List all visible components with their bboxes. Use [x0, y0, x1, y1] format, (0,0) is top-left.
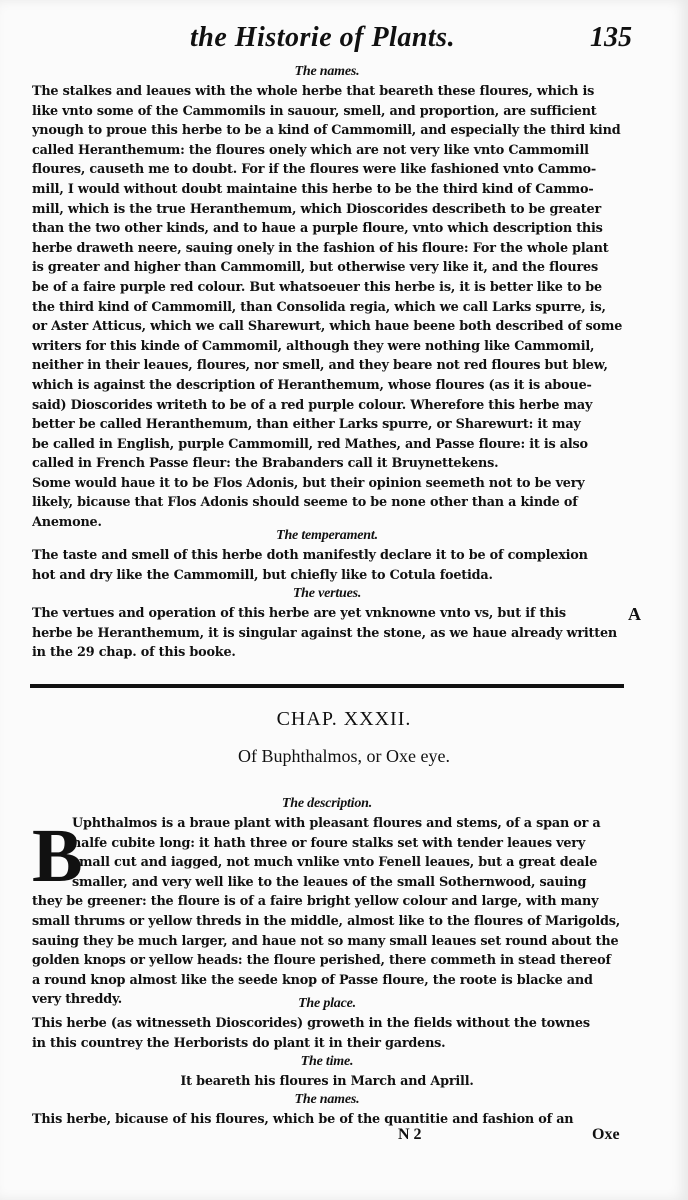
text-line: herbe be Heranthemum, it is singular against the stone, as we haue already written: [32, 625, 618, 641]
text-line: better be called Heranthemum, than either Larks spurre, or Sharewurt: it may: [32, 417, 581, 433]
chapter-title: CHAP. XXXII.: [276, 708, 412, 730]
text-line: which is against the description of Heranthemum, whose floures (as it is aboue-: [32, 377, 592, 393]
text-line: be called in English, purple Cammomill, red Mathes, and Passe floure: it is also: [32, 436, 588, 452]
text-line: the third kind of Cammomill, than Consolida regia, which we call Larks spurre, is,: [32, 299, 606, 315]
section-heading: The description.: [281, 796, 373, 811]
section-heading: The temperament.: [276, 528, 378, 543]
section-vertues: [32, 584, 622, 663]
text-line: called in French Passe fleur: the Brabanders call it Bruynettekens.: [32, 456, 499, 472]
text-line: be of a faire purple red colour. But whatsoeuer this herbe is, it is better like to be: [32, 279, 602, 295]
chapter-divider: [30, 684, 624, 688]
text-line: called Heranthemum: the floures onely which are not very like vnto Cammomill: [32, 142, 589, 158]
text-line: said) Dioscorides writeth to be of a red purple colour. Wherefore this herbe may: [32, 397, 593, 413]
drop-cap: B: [32, 814, 83, 898]
text-line: The taste and smell of this herbe doth manifestly declare it to be of complexion: [32, 548, 588, 563]
chapter-subtitle: Of Buphthalmos, or Oxe eye.: [238, 746, 450, 766]
text-line: ynough to proue this herbe to be a kind of Cammomill, and especially the third kind: [32, 123, 621, 139]
section-time: [32, 1052, 622, 1092]
text-line: in the 29 chap. of this booke.: [32, 645, 236, 661]
section-heading: The vertues.: [292, 586, 362, 601]
catchword: Oxe: [592, 1126, 620, 1143]
text-line: hot and dry like the Cammomill, but chiefly like to Cotula foetida.: [32, 567, 493, 583]
text-line: or Aster Atticus, which we call Sharewurt, which haue beene both described of some: [32, 319, 622, 335]
section-description: [32, 794, 622, 1010]
section-names: [32, 62, 622, 533]
text-line: golden knops or yellow heads: the floure perished, there commeth in stead thereof: [32, 953, 611, 969]
text-line: mill, I would without doubt maintaine this herbe to be the third kind of Cammo-: [32, 181, 594, 197]
text-line: in this countrey the Herborists do plant it in their gardens.: [32, 1035, 446, 1051]
running-header: [0, 14, 688, 54]
section-heading: The names.: [294, 64, 360, 79]
text-line: Some would haue it to be Flos Adonis, but their opinion seemeth not to be very: [32, 475, 585, 491]
section-heading: The time.: [300, 1054, 354, 1069]
text-line: sauing they be much larger, and haue not so many small leaues set round about the: [32, 933, 619, 949]
section-place: [32, 994, 622, 1053]
text-line: mill, which is the true Heranthemum, which Dioscorides describeth to be greater: [32, 201, 602, 217]
text-line: is greater and higher than Cammomill, but otherwise very like it, and the floures: [32, 260, 598, 276]
text-line: very threddy.: [32, 992, 123, 1008]
signature-mark: N 2: [398, 1126, 422, 1143]
section-heading: The place.: [298, 996, 356, 1011]
running-title: the Historie of Plants.: [190, 22, 456, 53]
text-line: The vertues and operation of this herbe are yet vnknowne vnto vs, but if this: [32, 606, 566, 621]
text-line: writers for this kinde of Cammomil, although they were nothing like Cammomil,: [32, 338, 595, 354]
text-line: It beareth his floures in March and Aprill.: [180, 1074, 474, 1089]
section-temperament: [32, 526, 622, 585]
text-line: Uphthalmos is a braue plant with pleasant floures and stems, of a span or a: [72, 816, 601, 831]
text-line: like vnto some of the Cammomils in sauour, smell, and proportion, are sufficient: [32, 103, 597, 119]
section-names-2: [32, 1090, 622, 1130]
text-line: small cut and iagged, not much vnlike vnto Fenell leaues, but a great deale: [72, 855, 598, 871]
text-line: small thrums or yellow threds in the middle, almost like to the floures of Marigolds,: [32, 913, 621, 929]
text-line: a round knop almost like the seede knop of Passe floure, the roote is blacke and: [32, 972, 593, 988]
text-line: herbe draweth neere, sauing onely in the fashion of his floure: For the whole plant: [32, 240, 609, 256]
text-line: Anemone.: [32, 515, 102, 531]
text-line: neither in their leaues, floures, nor smell, and they beare not red floures but blew,: [32, 358, 608, 374]
text-line: halfe cubite long: it hath three or foure stalks set with tender leaues very: [72, 835, 586, 851]
text-line: This herbe (as witnesseth Dioscorides) groweth in the fields without the townes: [32, 1016, 590, 1031]
page-number: 135: [590, 22, 632, 53]
text-line: likely, bicause that Flos Adonis should seeme to be none other than a kinde of: [32, 495, 578, 511]
text-line: smaller, and very well like to the leaues of the small Sothernwood, sauing: [72, 874, 587, 890]
text-line: they be greener: the floure is of a faire bright yellow colour and large, with many: [32, 894, 599, 910]
text-line: floures, causeth me to doubt. For if the floures were like fashioned vnto Cammo-: [32, 162, 596, 178]
text-line: The stalkes and leaues with the whole herbe that beareth these floures, which is: [32, 84, 595, 99]
text-line: This herbe, bicause of his floures, which be of the quantitie and fashion of an: [32, 1112, 574, 1127]
margin-letter: A: [628, 604, 641, 624]
text-line: than the two other kinds, and to haue a purple floure, vnto which description this: [32, 221, 603, 237]
section-heading: The names.: [294, 1092, 360, 1107]
